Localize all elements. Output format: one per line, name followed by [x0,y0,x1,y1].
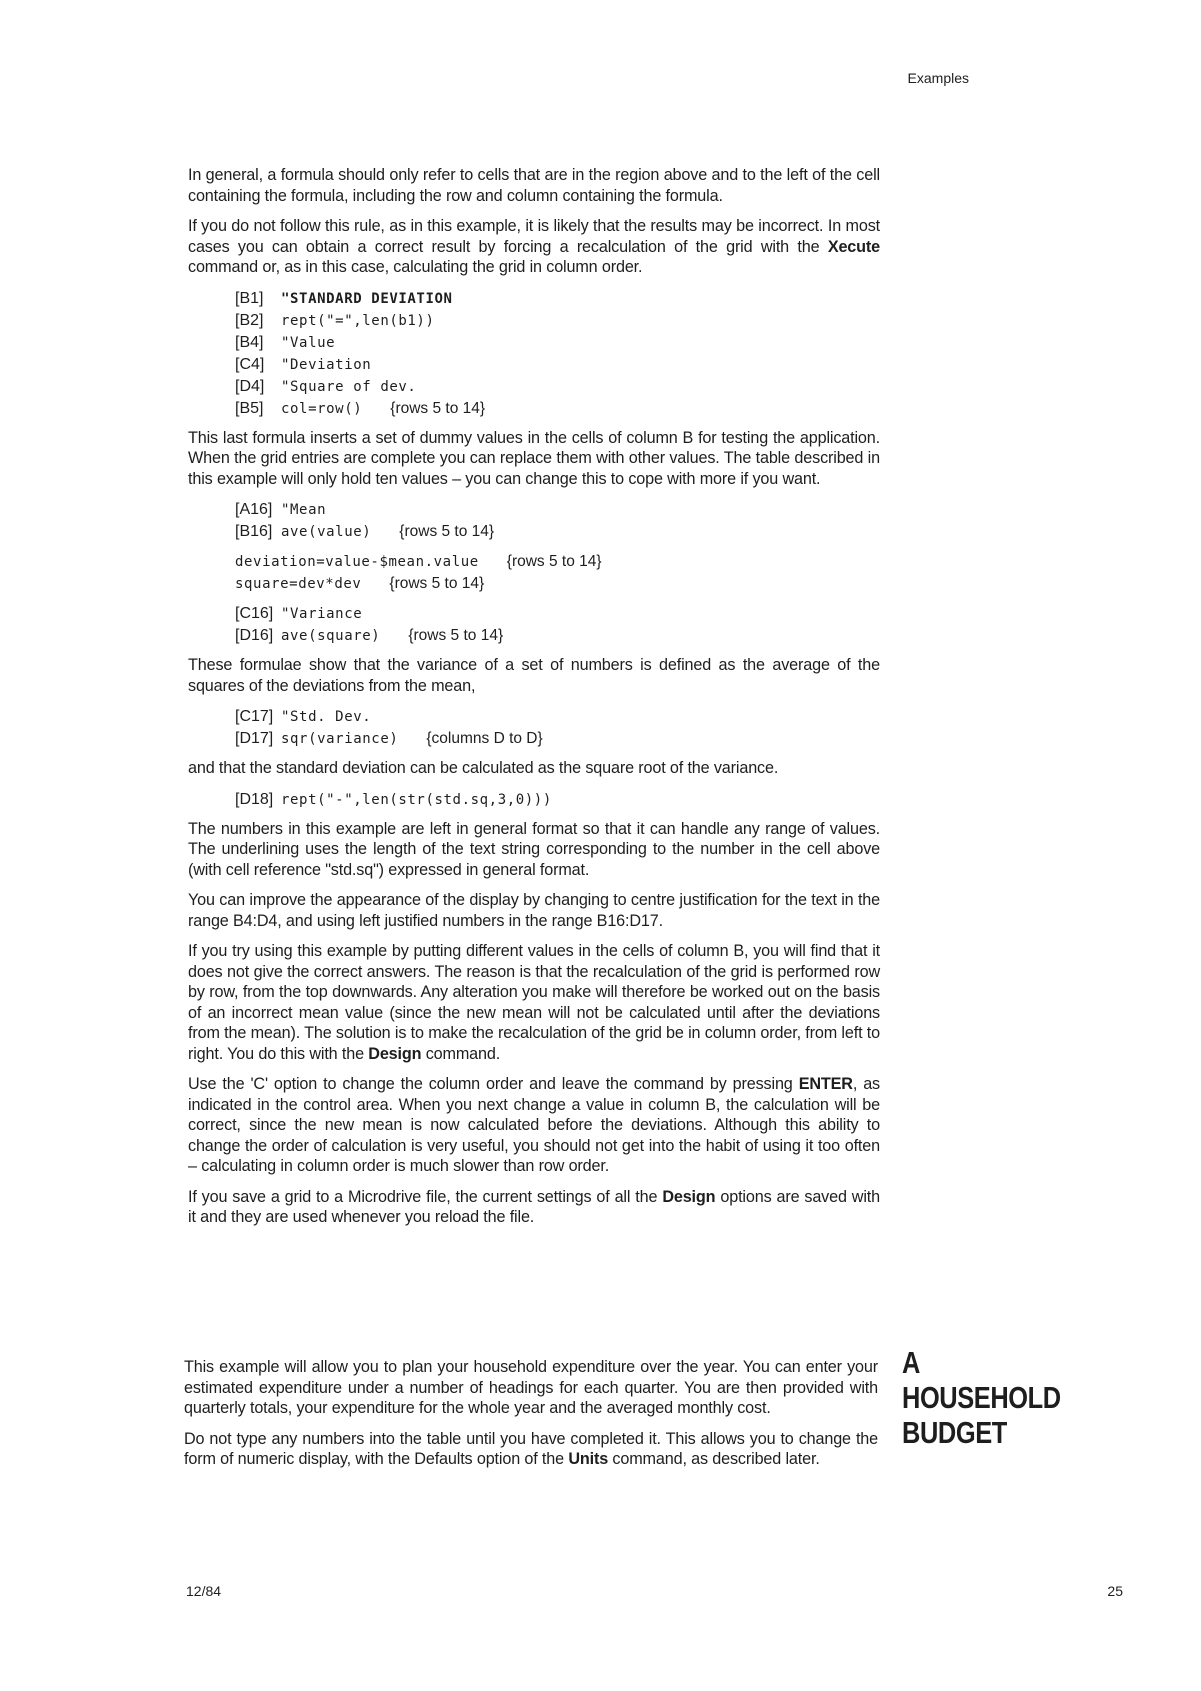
code-line [235,603,880,625]
code-line [235,310,880,332]
code-line [235,499,880,521]
command-name: Design [368,1044,422,1063]
paragraph: The numbers in this example are left in general format so that it can handle any range of values. The underlining uses the length of the text string corresponding to the number in the cell above (with cell reference "std.sq") expressed in general format. [188,819,880,879]
main-content [188,165,880,1238]
formula-text: deviation=value-$mean.value [235,554,479,570]
code-line [235,332,880,354]
cell-reference: [B16] [235,523,273,540]
code-block [235,789,880,811]
paragraph: This example will allow you to plan your household expenditure over the year. You can enter your estimated expenditure under a number of headings for each quarter. You are then provided with quarterly totals, your expenditure for the whole year and the averaged monthly cost. [184,1358,878,1417]
range-note: {rows 5 to 14} [506,553,602,570]
range-note: {rows 5 to 14} [399,523,495,540]
formula-text: sqr(variance) [281,731,399,747]
paragraph: You can improve the appearance of the display by changing to centre justification for the text in the range B4:D4, and using left justified numbers in the range B16:D17. [188,891,880,930]
section-heading: A HOUSEHOLD BUDGET [902,1345,1061,1450]
footer-date: 12/84 [186,1583,222,1599]
cell-reference: [C16] [235,605,274,622]
formula-text: "Std. Dev. [281,709,372,725]
code-line [235,551,880,573]
code-line [235,625,880,647]
household-section [184,1357,878,1480]
paragraph: This last formula inserts a set of dummy values in the cells of column B for testing the application. When the grid entries are complete you can replace them with other values. The table described in this example will only hold ten values – you can change this to cope with more if you want. [188,428,880,488]
formula-text: ave(value) [281,524,372,540]
command-name: Xecute [827,237,880,256]
code-line [235,728,880,750]
paragraph: Use the 'C' option to change the column order and leave the command by pressing ENTER, as indicated in the control area. When you next change a value in column B, the calculation will be correct, since the new mean is now calculated before the deviations. Although this ability to change the order of calculation is very useful, you should not get into the habit of using it too often – calculating in column order is much slower than row order. [188,1075,880,1175]
cell-reference: [A16] [235,501,273,518]
paragraph: Do not type any numbers into the table until you have completed it. This allows you to change the form of numeric display, with the Defaults option of the Units command, as described later. [184,1429,878,1468]
formula-text: square=dev*dev [235,576,362,592]
code-block [235,551,880,595]
formula-text: "Deviation [281,356,372,373]
code-block [235,603,880,647]
code-block [235,706,880,750]
formula-text: col=row() [281,400,363,417]
cell-reference: [D17] [235,730,274,747]
formula-text: "Variance [281,606,363,622]
code-line [235,521,880,543]
running-header: Examples [907,70,969,86]
range-note: {columns D to D} [426,730,543,747]
range-note: {rows 5 to 14} [408,627,504,644]
paragraph: and that the standard deviation can be calculated as the square root of the variance. [188,759,779,777]
formula-text: "STANDARD DEVIATION [281,290,453,307]
paragraph: If you do not follow this rule, as in this example, it is likely that the results may be incorrect. In most cases you can obtain a correct result by forcing a recalculation of the grid with the Xecute command or, as in this case, calculating the grid in column order. [188,217,880,276]
code-line [235,398,880,420]
cell-reference: [B4] [235,333,264,351]
cell-reference: [C17] [235,708,274,725]
paragraph: These formulae show that the variance of a set of numbers is defined as the average of the squares of the deviations from the mean, [188,656,880,695]
cell-reference: [B1] [235,289,264,307]
code-line [235,706,880,728]
range-note: {rows 5 to 14} [390,399,486,417]
page-number: 25 [1107,1583,1123,1599]
cell-reference: [B2] [235,311,264,329]
cell-reference: [C4] [235,355,265,373]
cell-reference: [D18] [235,790,274,808]
paragraph: If you try using this example by putting different values in the cells of column B, you will find that it does not give the correct answers. The reason is that the recalculation of the grid is performed row by row, from the top downwards. Any alteration you make will therefore be worked out on the basis of an incorrect mean value (since the new mean will not be calculated until after the deviations from the mean). The solution is to make the recalculation of the grid be in column order, from left to right. You do this with the Design command. [188,942,880,1063]
code-block [235,288,880,420]
code-line [235,354,880,376]
formula-text: rept("-",len(str(std.sq,3,0))) [281,791,552,808]
command-name: Design [662,1187,716,1206]
range-note: {rows 5 to 14} [389,575,485,592]
key-name: ENTER [798,1075,853,1093]
paragraph: In general, a formula should only refer to cells that are in the region above and to the left of the cell containing the formula, including the row and column containing the formula. [188,166,880,205]
formula-text: "Square of dev. [281,378,417,395]
code-block [235,499,880,543]
formula-text: "Mean [281,502,327,518]
code-line [235,789,880,811]
code-line [235,376,880,398]
cell-reference: [D4] [235,377,265,395]
cell-reference: [D16] [235,627,274,644]
formula-text: ave(square) [281,628,381,644]
cell-reference: [B5] [235,399,264,417]
code-line [235,288,880,310]
command-name: Units [568,1450,609,1468]
code-line [235,573,880,595]
formula-text: rept("=",len(b1)) [281,312,435,329]
formula-text: "Value [281,334,336,351]
paragraph: If you save a grid to a Microdrive file, the current settings of all the Design options are saved with it and they are used whenever you reload the file. [188,1187,880,1226]
